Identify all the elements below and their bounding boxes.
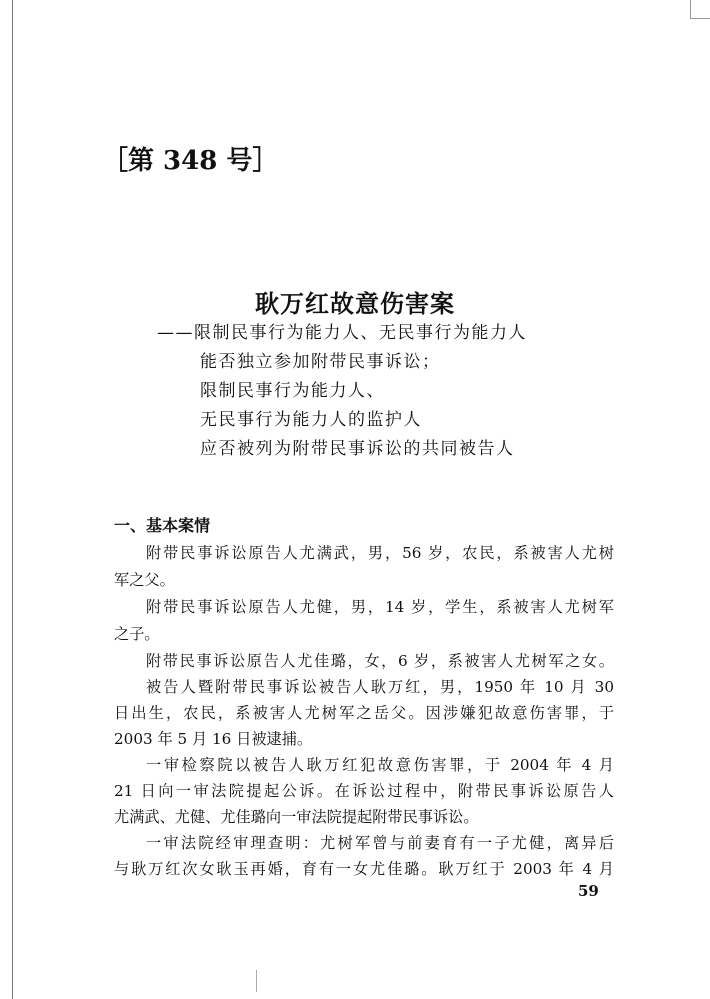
body-line: 21 日向一审法院提起公诉。在诉讼过程中，附带民事诉讼原告人 (114, 782, 614, 800)
body-line: 附带民事诉讼原告人尤满武，男，56 岁，农民，系被害人尤树 (146, 544, 614, 562)
body-line: 一审检察院以被告人耿万红犯故意伤害罪，于 2004 年 4 月 (146, 756, 614, 774)
subtitle-line: 无民事行为能力人的监护人 (200, 410, 422, 430)
body-line: 军之父。 (114, 571, 175, 589)
page-left-edge (12, 0, 13, 999)
body-line: 之子。 (114, 625, 160, 643)
subtitle-line: ——限制民事行为能力人、无民事行为能力人 (157, 323, 527, 343)
case-number: ［第 348 号］ (102, 146, 279, 176)
scan-artifact (256, 970, 257, 992)
body-line: 附带民事诉讼原告人尤佳璐，女，6 岁，系被害人尤树军之女。 (146, 652, 614, 670)
body-line: 一审法院经审理查明：尤树军曾与前妻育有一子尤健，离异后 (146, 834, 614, 852)
subtitle-line: 能否独立参加附带民事诉讼； (200, 352, 441, 372)
body-line: 日出生，农民，系被害人尤树军之岳父。因涉嫌犯故意伤害罪，于 (114, 704, 614, 722)
body-line: 与耿万红次女耿玉再婚，育有一女尤佳璐。耿万红于 2003 年 4 月 (114, 860, 614, 878)
subtitle-line: 限制民事行为能力人、 (200, 381, 385, 401)
body-line: 2003 年 5 月 16 日被逮捕。 (114, 730, 313, 748)
case-title: 耿万红故意伤害案 (255, 289, 455, 318)
section-heading: 一、基本案情 (114, 516, 211, 535)
subtitle-line: 应否被列为附带民事诉讼的共同被告人 (200, 439, 515, 459)
corner-fold (690, 0, 710, 19)
body-line: 附带民事诉讼原告人尤健，男，14 岁，学生，系被害人尤树军 (146, 598, 614, 616)
body-line: 被告人暨附带民事诉讼被告人耿万红，男，1950 年 10 月 30 (146, 678, 614, 696)
page-number: 59 (578, 882, 599, 900)
body-line: 尤满武、尤健、尤佳璐向一审法院提起附带民事诉讼。 (114, 808, 479, 826)
